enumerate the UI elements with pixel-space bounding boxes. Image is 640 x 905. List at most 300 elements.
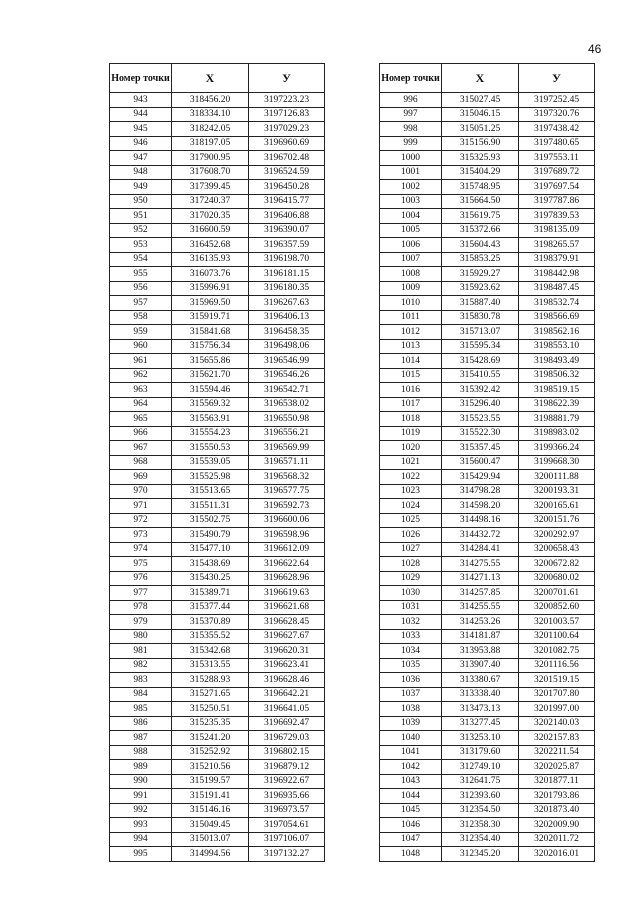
y-coordinate-cell: 3196619.63: [249, 586, 325, 601]
point-number-cell: 989: [110, 760, 172, 775]
x-coordinate-cell: 315404.29: [442, 165, 519, 180]
table-row: [110, 600, 325, 615]
point-number-cell: 950: [110, 194, 172, 209]
table-row: [380, 832, 595, 847]
x-coordinate-cell: 317240.37: [172, 194, 249, 209]
point-number-cell: 1030: [380, 586, 442, 601]
x-coordinate-cell: 315051.25: [442, 122, 519, 137]
point-number-cell: 991: [110, 789, 172, 804]
x-coordinate-cell: 315377.44: [172, 600, 249, 615]
table-row: [380, 513, 595, 528]
point-number-cell: 1002: [380, 180, 442, 195]
point-number-cell: 997: [380, 107, 442, 122]
table-row: [380, 339, 595, 354]
y-coordinate-cell: 3198881.79: [519, 412, 595, 427]
table-row: [110, 397, 325, 412]
point-number-cell: 957: [110, 296, 172, 311]
x-coordinate-cell: 315372.66: [442, 223, 519, 238]
table-body-right: [380, 93, 595, 862]
y-coordinate-cell: 3198562.16: [519, 325, 595, 340]
point-number-cell: 1001: [380, 165, 442, 180]
x-coordinate-cell: 315594.46: [172, 383, 249, 398]
coordinates-table-left: [109, 63, 325, 862]
point-number-cell: 955: [110, 267, 172, 282]
x-coordinate-cell: 315756.34: [172, 339, 249, 354]
table-row: [380, 165, 595, 180]
point-number-cell: 1031: [380, 600, 442, 615]
x-coordinate-cell: 315664.50: [442, 194, 519, 209]
point-number-cell: 980: [110, 629, 172, 644]
y-coordinate-cell: 3197697.54: [519, 180, 595, 195]
header-x: X: [172, 64, 249, 93]
y-coordinate-cell: 3201793.86: [519, 789, 595, 804]
table-row: [380, 557, 595, 572]
y-coordinate-cell: 3196922.67: [249, 774, 325, 789]
y-coordinate-cell: 3199668.30: [519, 455, 595, 470]
table-row: [380, 281, 595, 296]
table-row: [110, 760, 325, 775]
point-number-cell: 984: [110, 687, 172, 702]
table-row: [110, 368, 325, 383]
header-y: У: [519, 64, 595, 93]
y-coordinate-cell: 3196620.31: [249, 644, 325, 659]
x-coordinate-cell: 316600.59: [172, 223, 249, 238]
table-row: [110, 586, 325, 601]
table-row: [110, 180, 325, 195]
y-coordinate-cell: 3196612.09: [249, 542, 325, 557]
y-coordinate-cell: 3198622.39: [519, 397, 595, 412]
y-coordinate-cell: 3196198.70: [249, 252, 325, 267]
x-coordinate-cell: 315600.47: [442, 455, 519, 470]
point-number-cell: 967: [110, 441, 172, 456]
table-row: [380, 702, 595, 717]
x-coordinate-cell: 315199.57: [172, 774, 249, 789]
point-number-cell: 1046: [380, 818, 442, 833]
x-coordinate-cell: 315511.31: [172, 499, 249, 514]
table-header-row: [110, 64, 325, 93]
y-coordinate-cell: 3196406.88: [249, 209, 325, 224]
point-number-cell: 1025: [380, 513, 442, 528]
x-coordinate-cell: 315370.89: [172, 615, 249, 630]
y-coordinate-cell: 3196622.64: [249, 557, 325, 572]
table-row: [380, 803, 595, 818]
y-coordinate-cell: 3196960.69: [249, 136, 325, 151]
x-coordinate-cell: 313277.45: [442, 716, 519, 731]
x-coordinate-cell: 312358.30: [442, 818, 519, 833]
table-row: [110, 281, 325, 296]
y-coordinate-cell: 3196592.73: [249, 499, 325, 514]
point-number-cell: 1034: [380, 644, 442, 659]
table-row: [110, 513, 325, 528]
y-coordinate-cell: 3197223.23: [249, 93, 325, 108]
point-number-cell: 1032: [380, 615, 442, 630]
table-row: [380, 383, 595, 398]
y-coordinate-cell: 3196181.15: [249, 267, 325, 282]
table-row: [380, 122, 595, 137]
x-coordinate-cell: 317900.95: [172, 151, 249, 166]
y-coordinate-cell: 3196571.11: [249, 455, 325, 470]
table-row: [380, 760, 595, 775]
x-coordinate-cell: 315430.25: [172, 571, 249, 586]
x-coordinate-cell: 312641.75: [442, 774, 519, 789]
table-row: [380, 267, 595, 282]
table-row: [380, 774, 595, 789]
table-row: [380, 136, 595, 151]
table-row: [110, 455, 325, 470]
table-row: [380, 731, 595, 746]
table-row: [110, 644, 325, 659]
x-coordinate-cell: 314498.16: [442, 513, 519, 528]
table-row: [110, 107, 325, 122]
point-number-cell: 1047: [380, 832, 442, 847]
point-number-cell: 977: [110, 586, 172, 601]
x-coordinate-cell: 315438.69: [172, 557, 249, 572]
point-number-cell: 948: [110, 165, 172, 180]
y-coordinate-cell: 3198135.09: [519, 223, 595, 238]
table-row: [110, 383, 325, 398]
table-row: [110, 165, 325, 180]
table-row: [380, 151, 595, 166]
y-coordinate-cell: 3199366.24: [519, 441, 595, 456]
x-coordinate-cell: 315156.90: [442, 136, 519, 151]
point-number-cell: 1036: [380, 673, 442, 688]
point-number-cell: 1048: [380, 847, 442, 862]
x-coordinate-cell: 315210.56: [172, 760, 249, 775]
x-coordinate-cell: 315049.45: [172, 818, 249, 833]
table-row: [110, 470, 325, 485]
table-row: [380, 745, 595, 760]
point-number-cell: 1005: [380, 223, 442, 238]
point-number-cell: 1023: [380, 484, 442, 499]
y-coordinate-cell: 3201100.64: [519, 629, 595, 644]
y-coordinate-cell: 3196577.75: [249, 484, 325, 499]
x-coordinate-cell: 315191.41: [172, 789, 249, 804]
y-coordinate-cell: 3200151.76: [519, 513, 595, 528]
y-coordinate-cell: 3200701.61: [519, 586, 595, 601]
x-coordinate-cell: 314181.87: [442, 629, 519, 644]
x-coordinate-cell: 314255.55: [442, 600, 519, 615]
point-number-cell: 993: [110, 818, 172, 833]
y-coordinate-cell: 3201707.80: [519, 687, 595, 702]
point-number-cell: 960: [110, 339, 172, 354]
point-number-cell: 973: [110, 528, 172, 543]
x-coordinate-cell: 312354.40: [442, 832, 519, 847]
y-coordinate-cell: 3196627.67: [249, 629, 325, 644]
x-coordinate-cell: 315235.35: [172, 716, 249, 731]
y-coordinate-cell: 3196415.77: [249, 194, 325, 209]
point-number-cell: 1017: [380, 397, 442, 412]
table-row: [110, 528, 325, 543]
x-coordinate-cell: 315355.52: [172, 629, 249, 644]
table-row: [110, 223, 325, 238]
table-row: [110, 325, 325, 340]
table-row: [380, 107, 595, 122]
table-row: [110, 252, 325, 267]
point-number-cell: 995: [110, 847, 172, 862]
table-row: [110, 339, 325, 354]
table-row: [110, 803, 325, 818]
x-coordinate-cell: 315296.40: [442, 397, 519, 412]
y-coordinate-cell: 3201116.56: [519, 658, 595, 673]
y-coordinate-cell: 3196692.47: [249, 716, 325, 731]
coordinates-table-right: [379, 63, 595, 862]
y-coordinate-cell: 3196628.46: [249, 673, 325, 688]
table-row: [110, 658, 325, 673]
y-coordinate-cell: 3197689.72: [519, 165, 595, 180]
point-number-cell: 952: [110, 223, 172, 238]
table-row: [380, 426, 595, 441]
x-coordinate-cell: 315357.45: [442, 441, 519, 456]
x-coordinate-cell: 312354.50: [442, 803, 519, 818]
x-coordinate-cell: 315539.05: [172, 455, 249, 470]
point-number-cell: 1043: [380, 774, 442, 789]
point-number-cell: 987: [110, 731, 172, 746]
y-coordinate-cell: 3198553.10: [519, 339, 595, 354]
x-coordinate-cell: 318456.20: [172, 93, 249, 108]
point-number-cell: 1000: [380, 151, 442, 166]
point-number-cell: 1027: [380, 542, 442, 557]
y-coordinate-cell: 3196600.06: [249, 513, 325, 528]
x-coordinate-cell: 315490.79: [172, 528, 249, 543]
point-number-cell: 970: [110, 484, 172, 499]
point-number-cell: 1040: [380, 731, 442, 746]
x-coordinate-cell: 315428.69: [442, 354, 519, 369]
x-coordinate-cell: 315250.51: [172, 702, 249, 717]
point-number-cell: 1019: [380, 426, 442, 441]
point-number-cell: 953: [110, 238, 172, 253]
x-coordinate-cell: 315554.23: [172, 426, 249, 441]
x-coordinate-cell: 318197.05: [172, 136, 249, 151]
x-coordinate-cell: 315410.55: [442, 368, 519, 383]
x-coordinate-cell: 315389.71: [172, 586, 249, 601]
point-number-cell: 1006: [380, 238, 442, 253]
table-row: [380, 629, 595, 644]
header-y: У: [249, 64, 325, 93]
y-coordinate-cell: 3196546.99: [249, 354, 325, 369]
point-number-cell: 994: [110, 832, 172, 847]
point-number-cell: 1018: [380, 412, 442, 427]
table-row: [110, 847, 325, 862]
x-coordinate-cell: 315923.62: [442, 281, 519, 296]
table-row: [380, 194, 595, 209]
y-coordinate-cell: 3201082.75: [519, 644, 595, 659]
point-number-cell: 996: [380, 93, 442, 108]
table-row: [110, 412, 325, 427]
point-number-cell: 1016: [380, 383, 442, 398]
y-coordinate-cell: 3200292.97: [519, 528, 595, 543]
y-coordinate-cell: 3202011.72: [519, 832, 595, 847]
table-row: [110, 238, 325, 253]
y-coordinate-cell: 3196641.05: [249, 702, 325, 717]
point-number-cell: 1026: [380, 528, 442, 543]
point-number-cell: 956: [110, 281, 172, 296]
table-row: [380, 499, 595, 514]
table-row: [380, 673, 595, 688]
table-row: [380, 368, 595, 383]
y-coordinate-cell: 3196390.07: [249, 223, 325, 238]
point-number-cell: 978: [110, 600, 172, 615]
table-row: [110, 426, 325, 441]
page-number: 46: [588, 42, 602, 56]
table-row: [380, 180, 595, 195]
table-row: [380, 528, 595, 543]
x-coordinate-cell: 313338.40: [442, 687, 519, 702]
table-row: [110, 441, 325, 456]
point-number-cell: 1044: [380, 789, 442, 804]
table-row: [110, 151, 325, 166]
point-number-cell: 963: [110, 383, 172, 398]
y-coordinate-cell: 3196450.28: [249, 180, 325, 195]
table-row: [110, 774, 325, 789]
table-row: [380, 455, 595, 470]
x-coordinate-cell: 315523.55: [442, 412, 519, 427]
y-coordinate-cell: 3202157.83: [519, 731, 595, 746]
table-row: [380, 93, 595, 108]
x-coordinate-cell: 315522.30: [442, 426, 519, 441]
table-row: [380, 658, 595, 673]
x-coordinate-cell: 315996.91: [172, 281, 249, 296]
y-coordinate-cell: 3196628.45: [249, 615, 325, 630]
point-number-cell: 976: [110, 571, 172, 586]
point-number-cell: 1033: [380, 629, 442, 644]
y-coordinate-cell: 3197553.11: [519, 151, 595, 166]
y-coordinate-cell: 3196568.32: [249, 470, 325, 485]
x-coordinate-cell: 315621.70: [172, 368, 249, 383]
table-row: [110, 122, 325, 137]
table-row: [380, 412, 595, 427]
x-coordinate-cell: 315342.68: [172, 644, 249, 659]
point-number-cell: 1007: [380, 252, 442, 267]
table-row: [380, 847, 595, 862]
x-coordinate-cell: 315853.25: [442, 252, 519, 267]
y-coordinate-cell: 3196546.26: [249, 368, 325, 383]
point-number-cell: 1028: [380, 557, 442, 572]
x-coordinate-cell: 314257.85: [442, 586, 519, 601]
point-number-cell: 1012: [380, 325, 442, 340]
x-coordinate-cell: 315241.20: [172, 731, 249, 746]
y-coordinate-cell: 3196569.99: [249, 441, 325, 456]
x-coordinate-cell: 318334.10: [172, 107, 249, 122]
x-coordinate-cell: 315619.75: [442, 209, 519, 224]
table-row: [380, 238, 595, 253]
table-row: [380, 615, 595, 630]
table-row: [380, 586, 595, 601]
y-coordinate-cell: 3196556.21: [249, 426, 325, 441]
table-row: [110, 731, 325, 746]
header-point-number: Номер точки: [380, 64, 442, 93]
y-coordinate-cell: 3198442.98: [519, 267, 595, 282]
y-coordinate-cell: 3198493.49: [519, 354, 595, 369]
y-coordinate-cell: 3200680.02: [519, 571, 595, 586]
table-row: [380, 209, 595, 224]
point-number-cell: 999: [380, 136, 442, 151]
point-number-cell: 943: [110, 93, 172, 108]
table-row: [110, 499, 325, 514]
table-row: [110, 687, 325, 702]
x-coordinate-cell: 315887.40: [442, 296, 519, 311]
table-header-row: [380, 64, 595, 93]
x-coordinate-cell: 312393.60: [442, 789, 519, 804]
table-row: [110, 615, 325, 630]
x-coordinate-cell: 315563.91: [172, 412, 249, 427]
y-coordinate-cell: 3202025.87: [519, 760, 595, 775]
y-coordinate-cell: 3197106.07: [249, 832, 325, 847]
y-coordinate-cell: 3196458.35: [249, 325, 325, 340]
table-row: [110, 354, 325, 369]
point-number-cell: 971: [110, 499, 172, 514]
y-coordinate-cell: 3196267.63: [249, 296, 325, 311]
y-coordinate-cell: 3200111.88: [519, 470, 595, 485]
point-number-cell: 945: [110, 122, 172, 137]
x-coordinate-cell: 314598.20: [442, 499, 519, 514]
y-coordinate-cell: 3201873.40: [519, 803, 595, 818]
x-coordinate-cell: 315713.07: [442, 325, 519, 340]
y-coordinate-cell: 3200193.31: [519, 484, 595, 499]
point-number-cell: 959: [110, 325, 172, 340]
x-coordinate-cell: 315748.95: [442, 180, 519, 195]
point-number-cell: 1013: [380, 339, 442, 354]
point-number-cell: 1042: [380, 760, 442, 775]
x-coordinate-cell: 316452.68: [172, 238, 249, 253]
table-row: [380, 441, 595, 456]
x-coordinate-cell: 314271.13: [442, 571, 519, 586]
y-coordinate-cell: 3197054.61: [249, 818, 325, 833]
table-row: [110, 542, 325, 557]
x-coordinate-cell: 318242.05: [172, 122, 249, 137]
x-coordinate-cell: 314275.55: [442, 557, 519, 572]
x-coordinate-cell: 315919.71: [172, 310, 249, 325]
point-number-cell: 1020: [380, 441, 442, 456]
table-row: [380, 687, 595, 702]
y-coordinate-cell: 3196935.66: [249, 789, 325, 804]
x-coordinate-cell: 314994.56: [172, 847, 249, 862]
x-coordinate-cell: 315288.93: [172, 673, 249, 688]
x-coordinate-cell: 315477.10: [172, 542, 249, 557]
x-coordinate-cell: 317020.35: [172, 209, 249, 224]
x-coordinate-cell: 313179.60: [442, 745, 519, 760]
point-number-cell: 1010: [380, 296, 442, 311]
point-number-cell: 986: [110, 716, 172, 731]
table-row: [380, 644, 595, 659]
point-number-cell: 961: [110, 354, 172, 369]
point-number-cell: 962: [110, 368, 172, 383]
x-coordinate-cell: 315969.50: [172, 296, 249, 311]
point-number-cell: 968: [110, 455, 172, 470]
point-number-cell: 947: [110, 151, 172, 166]
table-row: [380, 542, 595, 557]
table-row: [380, 470, 595, 485]
y-coordinate-cell: 3200852.60: [519, 600, 595, 615]
table-row: [380, 296, 595, 311]
x-coordinate-cell: 317608.70: [172, 165, 249, 180]
point-number-cell: 983: [110, 673, 172, 688]
y-coordinate-cell: 3197126.83: [249, 107, 325, 122]
table-row: [110, 832, 325, 847]
y-coordinate-cell: 3196498.06: [249, 339, 325, 354]
y-coordinate-cell: 3196642.21: [249, 687, 325, 702]
point-number-cell: 946: [110, 136, 172, 151]
header-point-number: Номер точки: [110, 64, 172, 93]
y-coordinate-cell: 3198506.32: [519, 368, 595, 383]
x-coordinate-cell: 314253.26: [442, 615, 519, 630]
x-coordinate-cell: 313907.40: [442, 658, 519, 673]
y-coordinate-cell: 3197839.53: [519, 209, 595, 224]
x-coordinate-cell: 315525.98: [172, 470, 249, 485]
x-coordinate-cell: 315604.43: [442, 238, 519, 253]
y-coordinate-cell: 3202211.54: [519, 745, 595, 760]
y-coordinate-cell: 3202016.01: [519, 847, 595, 862]
y-coordinate-cell: 3201003.57: [519, 615, 595, 630]
